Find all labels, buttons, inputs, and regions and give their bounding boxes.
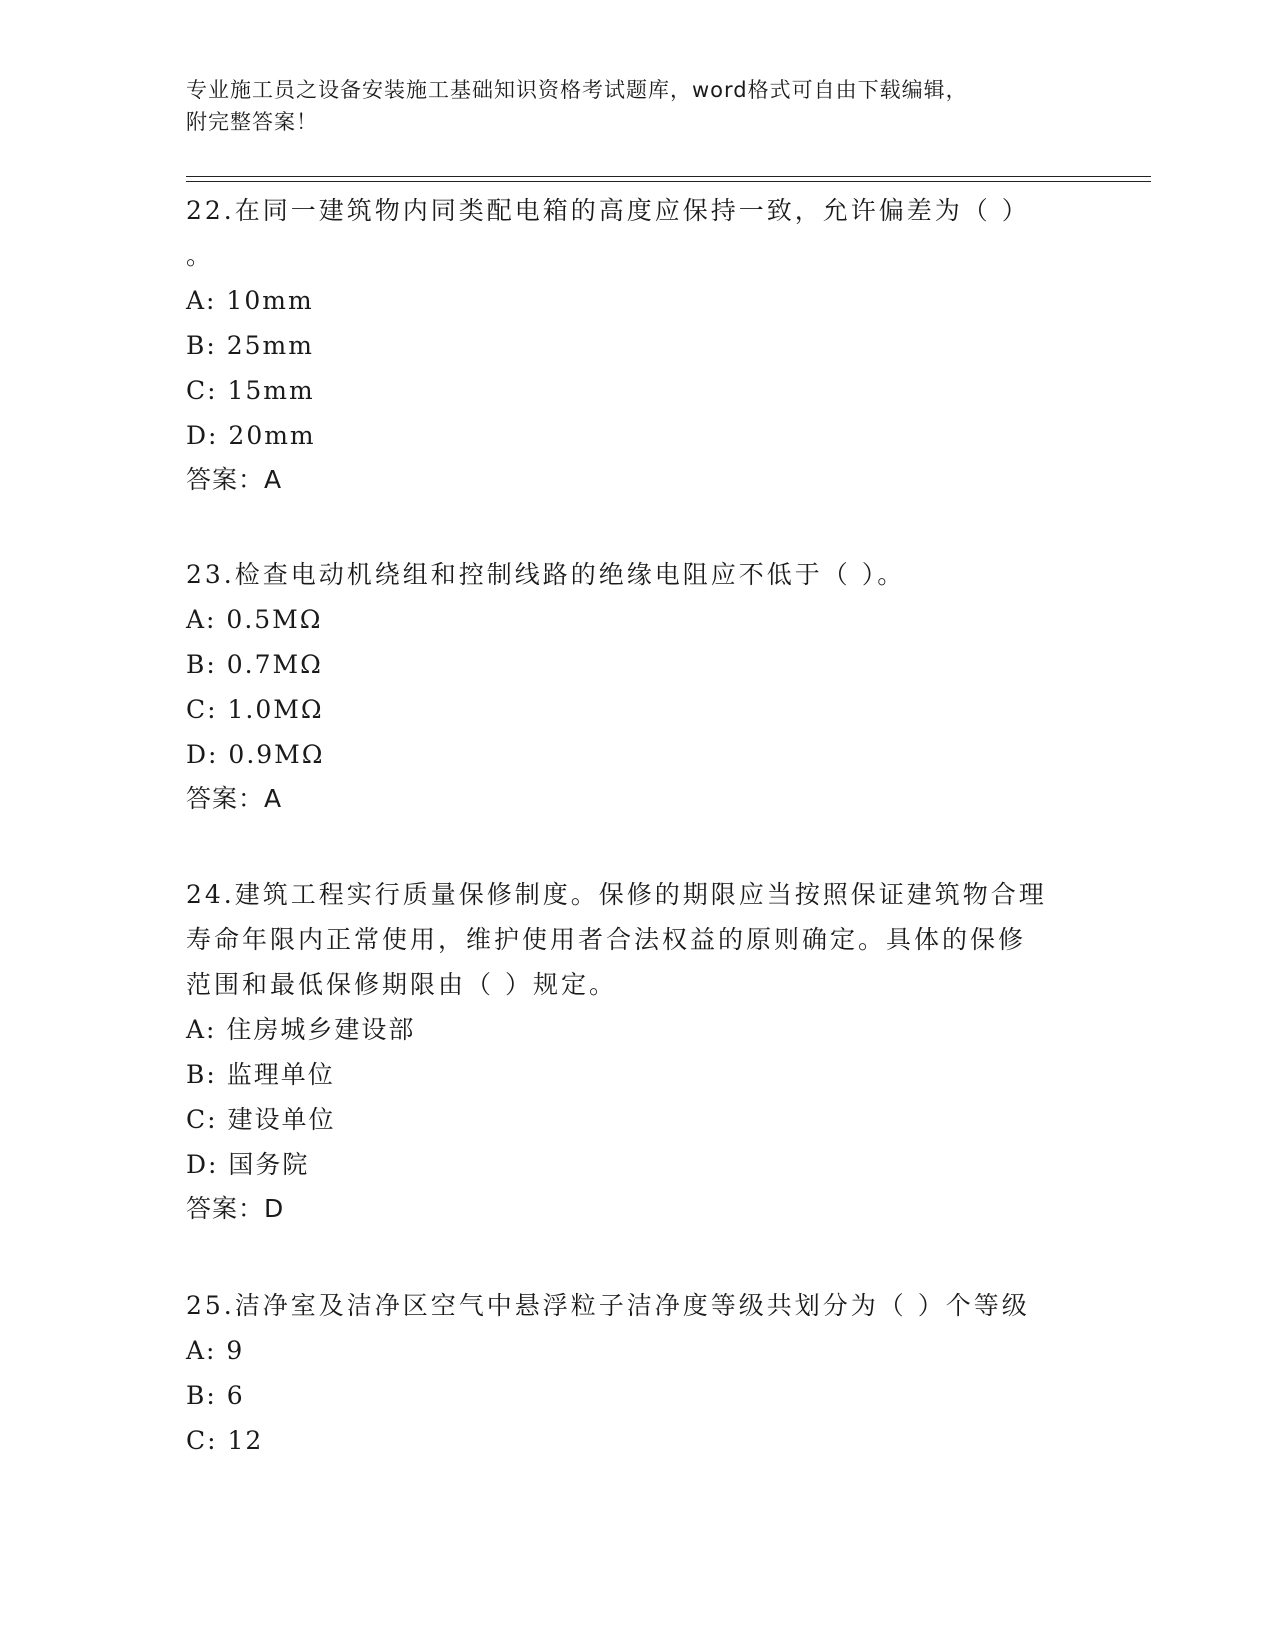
option-b: B: 0.7MΩ <box>186 650 323 679</box>
question-text: 24.建筑工程实行质量保修制度。保修的期限应当按照保证建筑物合理 <box>186 880 1047 909</box>
question-text-continuation: 寿命年限内正常使用，维护使用者合法权益的原则确定。具体的保修 <box>186 925 1027 954</box>
answer: 答案：D <box>186 1194 285 1223</box>
option-d: D: 0.9MΩ <box>186 740 325 769</box>
option-c: C: 建设单位 <box>186 1105 336 1134</box>
header-line-1: 专业施工员之设备安装施工基础知识资格考试题库，word格式可自由下载编辑， <box>186 78 968 102</box>
option-b: B: 25mm <box>186 331 314 360</box>
option-c: C: 15mm <box>186 376 315 405</box>
document-header <box>186 74 1086 138</box>
option-a: A: 10mm <box>186 286 314 315</box>
question-23 <box>186 552 1086 820</box>
question-text-continuation: 范围和最低保修期限由（ ）规定。 <box>186 970 617 999</box>
option-a: A: 0.5MΩ <box>186 605 323 634</box>
question-22 <box>186 188 1086 501</box>
question-text: 22.在同一建筑物内同类配电箱的高度应保持一致，允许偏差为（ ） <box>186 196 1030 225</box>
question-24 <box>186 872 1086 1230</box>
option-a: A: 9 <box>186 1336 245 1365</box>
option-c: C: 1.0MΩ <box>186 695 324 724</box>
header-divider-bottom <box>186 181 1151 182</box>
option-b: B: 6 <box>186 1381 245 1410</box>
answer: 答案：A <box>186 465 283 494</box>
option-c: C: 12 <box>186 1426 264 1455</box>
option-d: D: 20mm <box>186 421 316 450</box>
option-b: B: 监理单位 <box>186 1060 335 1089</box>
option-d: D: 国务院 <box>186 1150 310 1179</box>
question-text: 25.洁净室及洁净区空气中悬浮粒子洁净度等级共划分为（ ）个等级 <box>186 1291 1030 1320</box>
question-25 <box>186 1283 1086 1463</box>
header-line-2: 附完整答案！ <box>186 110 318 134</box>
option-a: A: 住房城乡建设部 <box>186 1015 416 1044</box>
question-text-continuation: 。 <box>186 241 215 270</box>
question-text: 23.检查电动机绕组和控制线路的绝缘电阻应不低于（ ）。 <box>186 560 906 589</box>
header-divider-top <box>186 176 1151 177</box>
answer: 答案：A <box>186 784 283 813</box>
